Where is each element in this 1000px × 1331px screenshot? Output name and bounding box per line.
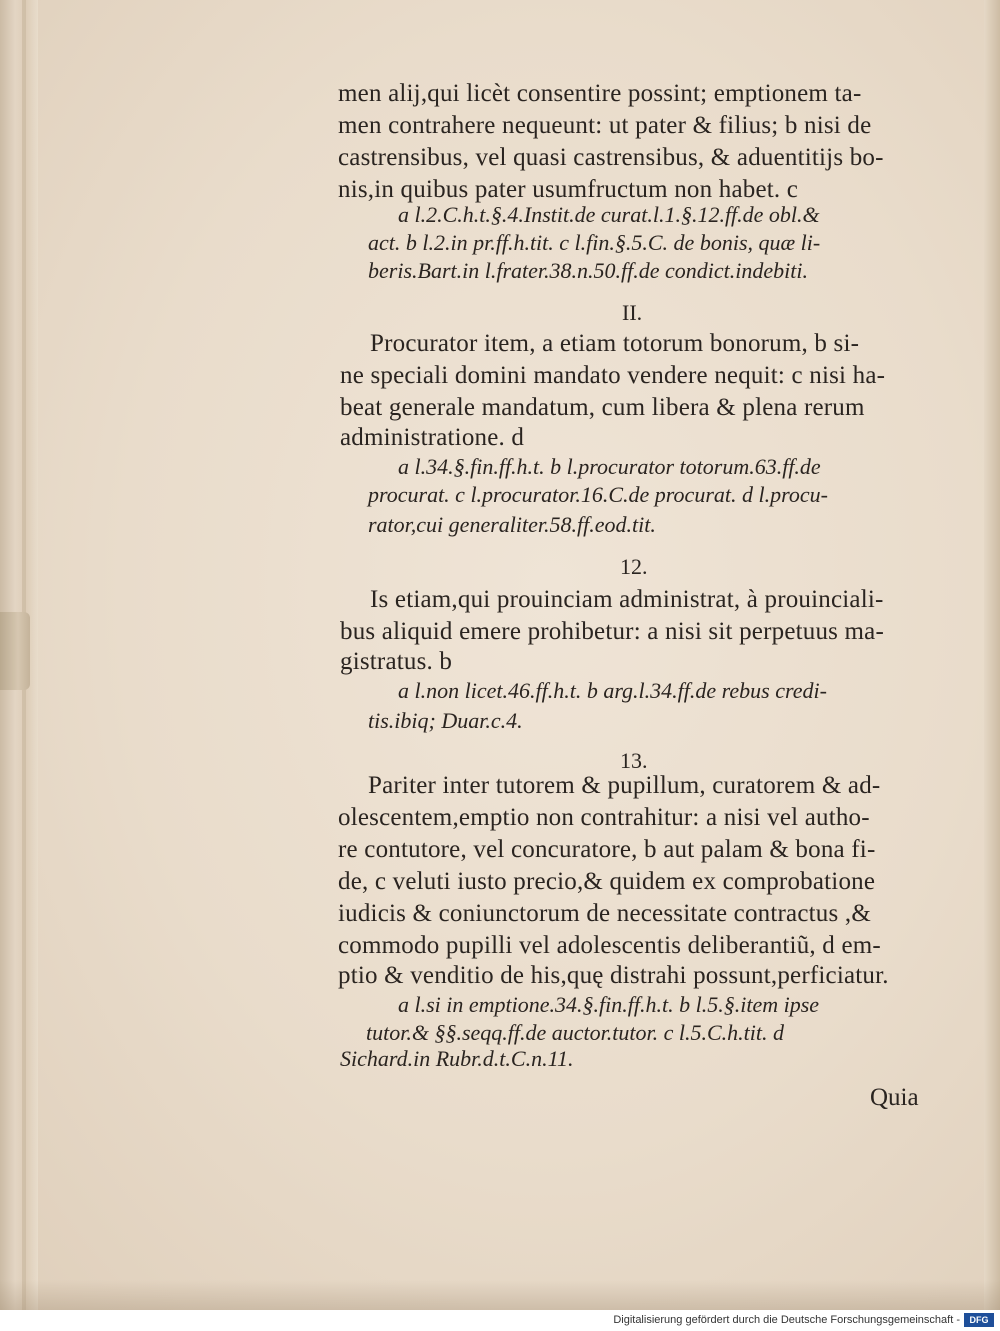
body-line: re contutore, vel concuratore, b aut palam & bona fi- bbox=[338, 836, 876, 863]
page-edge-right bbox=[984, 0, 1000, 1310]
footnote-line: Sichard.in Rubr.d.t.C.n.11. bbox=[340, 1046, 574, 1071]
body-line: men contrahere nequeunt: ut pater & filius; b nisi de bbox=[338, 112, 872, 139]
body-line: ptio & venditio de his,quę distrahi possunt,perficiatur. bbox=[338, 962, 889, 989]
body-line: administratione. d bbox=[340, 424, 525, 451]
footnote-line: tis.ibiq; Duar.c.4. bbox=[368, 708, 523, 733]
page-clip bbox=[0, 612, 30, 690]
footnote-line: a l.2.C.h.t.§.4.Instit.de curat.l.1.§.12.ff.de obl.& bbox=[398, 202, 820, 227]
section-number: 13. bbox=[620, 748, 648, 773]
dfg-logo-icon: DFG bbox=[964, 1313, 994, 1327]
footnote-line: rator,cui generaliter.58.ff.eod.tit. bbox=[368, 512, 656, 537]
body-line: bus aliquid emere prohibetur: a nisi sit perpetuus ma- bbox=[340, 618, 885, 645]
body-line: Procurator item, a etiam totorum bonorum, b si- bbox=[370, 330, 860, 357]
footnote-line: beris.Bart.in l.frater.38.n.50.ff.de condict.indebiti. bbox=[368, 258, 808, 283]
body-line: de, c veluti iusto precio,& quidem ex comprobatione bbox=[338, 868, 876, 895]
digitization-footer bbox=[0, 1310, 1000, 1331]
body-line: iudicis & coniunctorum de necessitate contractus ,& bbox=[338, 900, 871, 927]
footnote-line: act. b l.2.in pr.ff.h.tit. c l.fin.§.5.C. de bonis, quæ li- bbox=[368, 230, 821, 255]
footnote-line: tutor.& §§.seqq.ff.de auctor.tutor. c l.5.C.h.tit. d bbox=[366, 1020, 785, 1045]
section-number: II. bbox=[622, 300, 643, 325]
body-line: ne speciali domini mandato vendere nequit: c nisi ha- bbox=[340, 362, 886, 389]
section-number: 12. bbox=[620, 554, 648, 579]
page-edge-bottom bbox=[0, 1280, 1000, 1310]
body-line: gistratus. b bbox=[340, 648, 453, 675]
body-line: beat generale mandatum, cum libera & plena rerum bbox=[340, 394, 865, 421]
body-line: commodo pupilli vel adolescentis deliberantiũ, d em- bbox=[338, 932, 881, 959]
footer-credit: Digitalisierung gefördert durch die Deutsche Forschungsgemeinschaft - bbox=[613, 1314, 960, 1326]
footnote-line: a l.non licet.46.ff.h.t. b arg.l.34.ff.de rebus credi- bbox=[398, 678, 827, 703]
body-line: olescentem,emptio non contrahitur: a nisi vel autho- bbox=[338, 804, 870, 831]
footnote-line: a l.si in emptione.34.§.fin.ff.h.t. b l.5.§.item ipse bbox=[398, 992, 820, 1017]
catchword: Quia bbox=[870, 1084, 919, 1111]
body-line: castrensibus, vel quasi castrensibus, & aduentitijs bo- bbox=[338, 144, 884, 171]
footnote-line: procurat. c l.procurator.16.C.de procurat. d l.procu- bbox=[368, 482, 828, 507]
body-line: men alij,qui licèt consentire possint; emptionem ta- bbox=[338, 80, 862, 107]
footnote-line: a l.34.§.fin.ff.h.t. b l.procurator totorum.63.ff.de bbox=[398, 454, 821, 479]
body-line: Pariter inter tutorem & pupillum, curatorem & ad- bbox=[368, 772, 881, 799]
body-line: Is etiam,qui prouinciam administrat, à prouinciali- bbox=[370, 586, 884, 613]
body-line: nis,in quibus pater usumfructum non habet. c bbox=[338, 176, 799, 203]
